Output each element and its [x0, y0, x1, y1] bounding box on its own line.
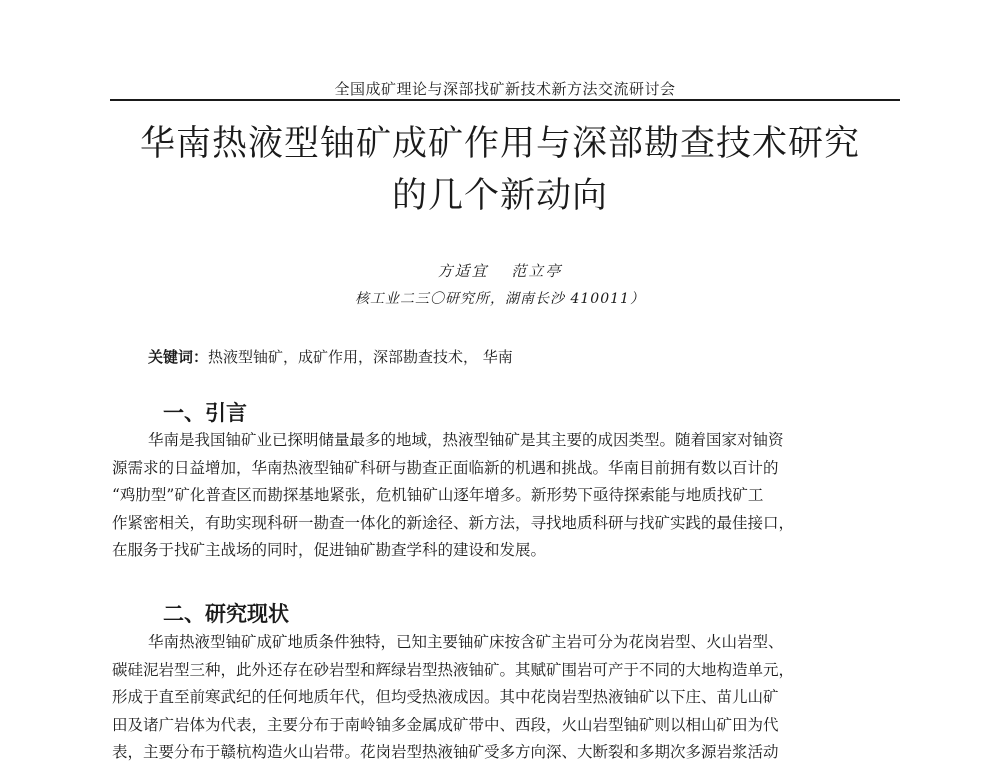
author-list	[0, 260, 1000, 281]
author-name: 方适宜	[437, 262, 489, 280]
section-heading-introduction: 一、引言	[163, 401, 247, 425]
paragraph-line: “鸡肋型”矿化普查区而勘探基地紧张，危机铀矿山逐年增多。新形势下亟待探索能与地质找矿工	[112, 486, 764, 505]
paper-title	[80, 118, 920, 222]
running-header: 全国成矿理论与深部找矿新技术新方法交流研讨会	[334, 80, 676, 98]
author-affiliation: 核工业二三〇研究所，湖南长沙 410011）	[355, 291, 645, 307]
title-line-1: 华南热液型铀矿成矿作用与深部勘查技术研究	[139, 124, 860, 164]
section-body-research-status	[112, 629, 904, 767]
paragraph-line: 源需求的日益增加，华南热液型铀矿科研与勘查正面临新的机遇和挑战。华南目前拥有数以百计的	[112, 458, 779, 477]
paragraph-line: 碳硅泥岩型三种，此外还存在砂岩型和辉绿岩型热液铀矿。其赋矿围岩可产于不同的大地构造单元，	[112, 660, 795, 679]
paragraph-line: 作紧密相关，有助实现科研一勘查一体化的新途径、新方法，寻找地质科研与找矿实践的最佳接口，	[112, 513, 795, 532]
paragraph-line: 在服务于找矿主战场的同时，促进铀矿勘查学科的建设和发展。	[112, 541, 547, 560]
paragraph-line: 表，主要分布于赣杭构造火山岩带。花岗岩型热液铀矿受多方向深、大断裂和多期次多源岩浆活动	[112, 743, 779, 762]
paragraph-line: 华南是我国铀矿业已探明储量最多的地域，热液型铀矿是其主要的成因类型。随着国家对铀资	[148, 431, 784, 449]
keywords-label: 关键词：	[148, 348, 209, 366]
title-line-2: 的几个新动向	[391, 176, 608, 216]
author-name: 范立亭	[511, 262, 563, 280]
header-rule	[110, 99, 900, 101]
keywords	[148, 346, 513, 367]
paragraph-line: 形成于直至前寒武纪的任何地质年代，但均受热液成因。其中花岗岩型热液铀矿以下庄、苗儿山矿	[112, 688, 779, 707]
section-heading-research-status: 二、研究现状	[163, 602, 289, 626]
section-body-introduction	[112, 427, 904, 565]
paragraph-line: 田及诸广岩体为代表，主要分布于南岭铀多金属成矿带中、西段，火山岩型铀矿则以相山矿田为代	[112, 715, 779, 734]
paragraph-line: 华南热液型铀矿成矿地质条件独特，已知主要铀矿床按含矿主岩可分为花岗岩型、火山岩型、	[148, 633, 784, 651]
keywords-text: 热液型铀矿，成矿作用，深部勘查技术， 华南	[208, 348, 513, 366]
